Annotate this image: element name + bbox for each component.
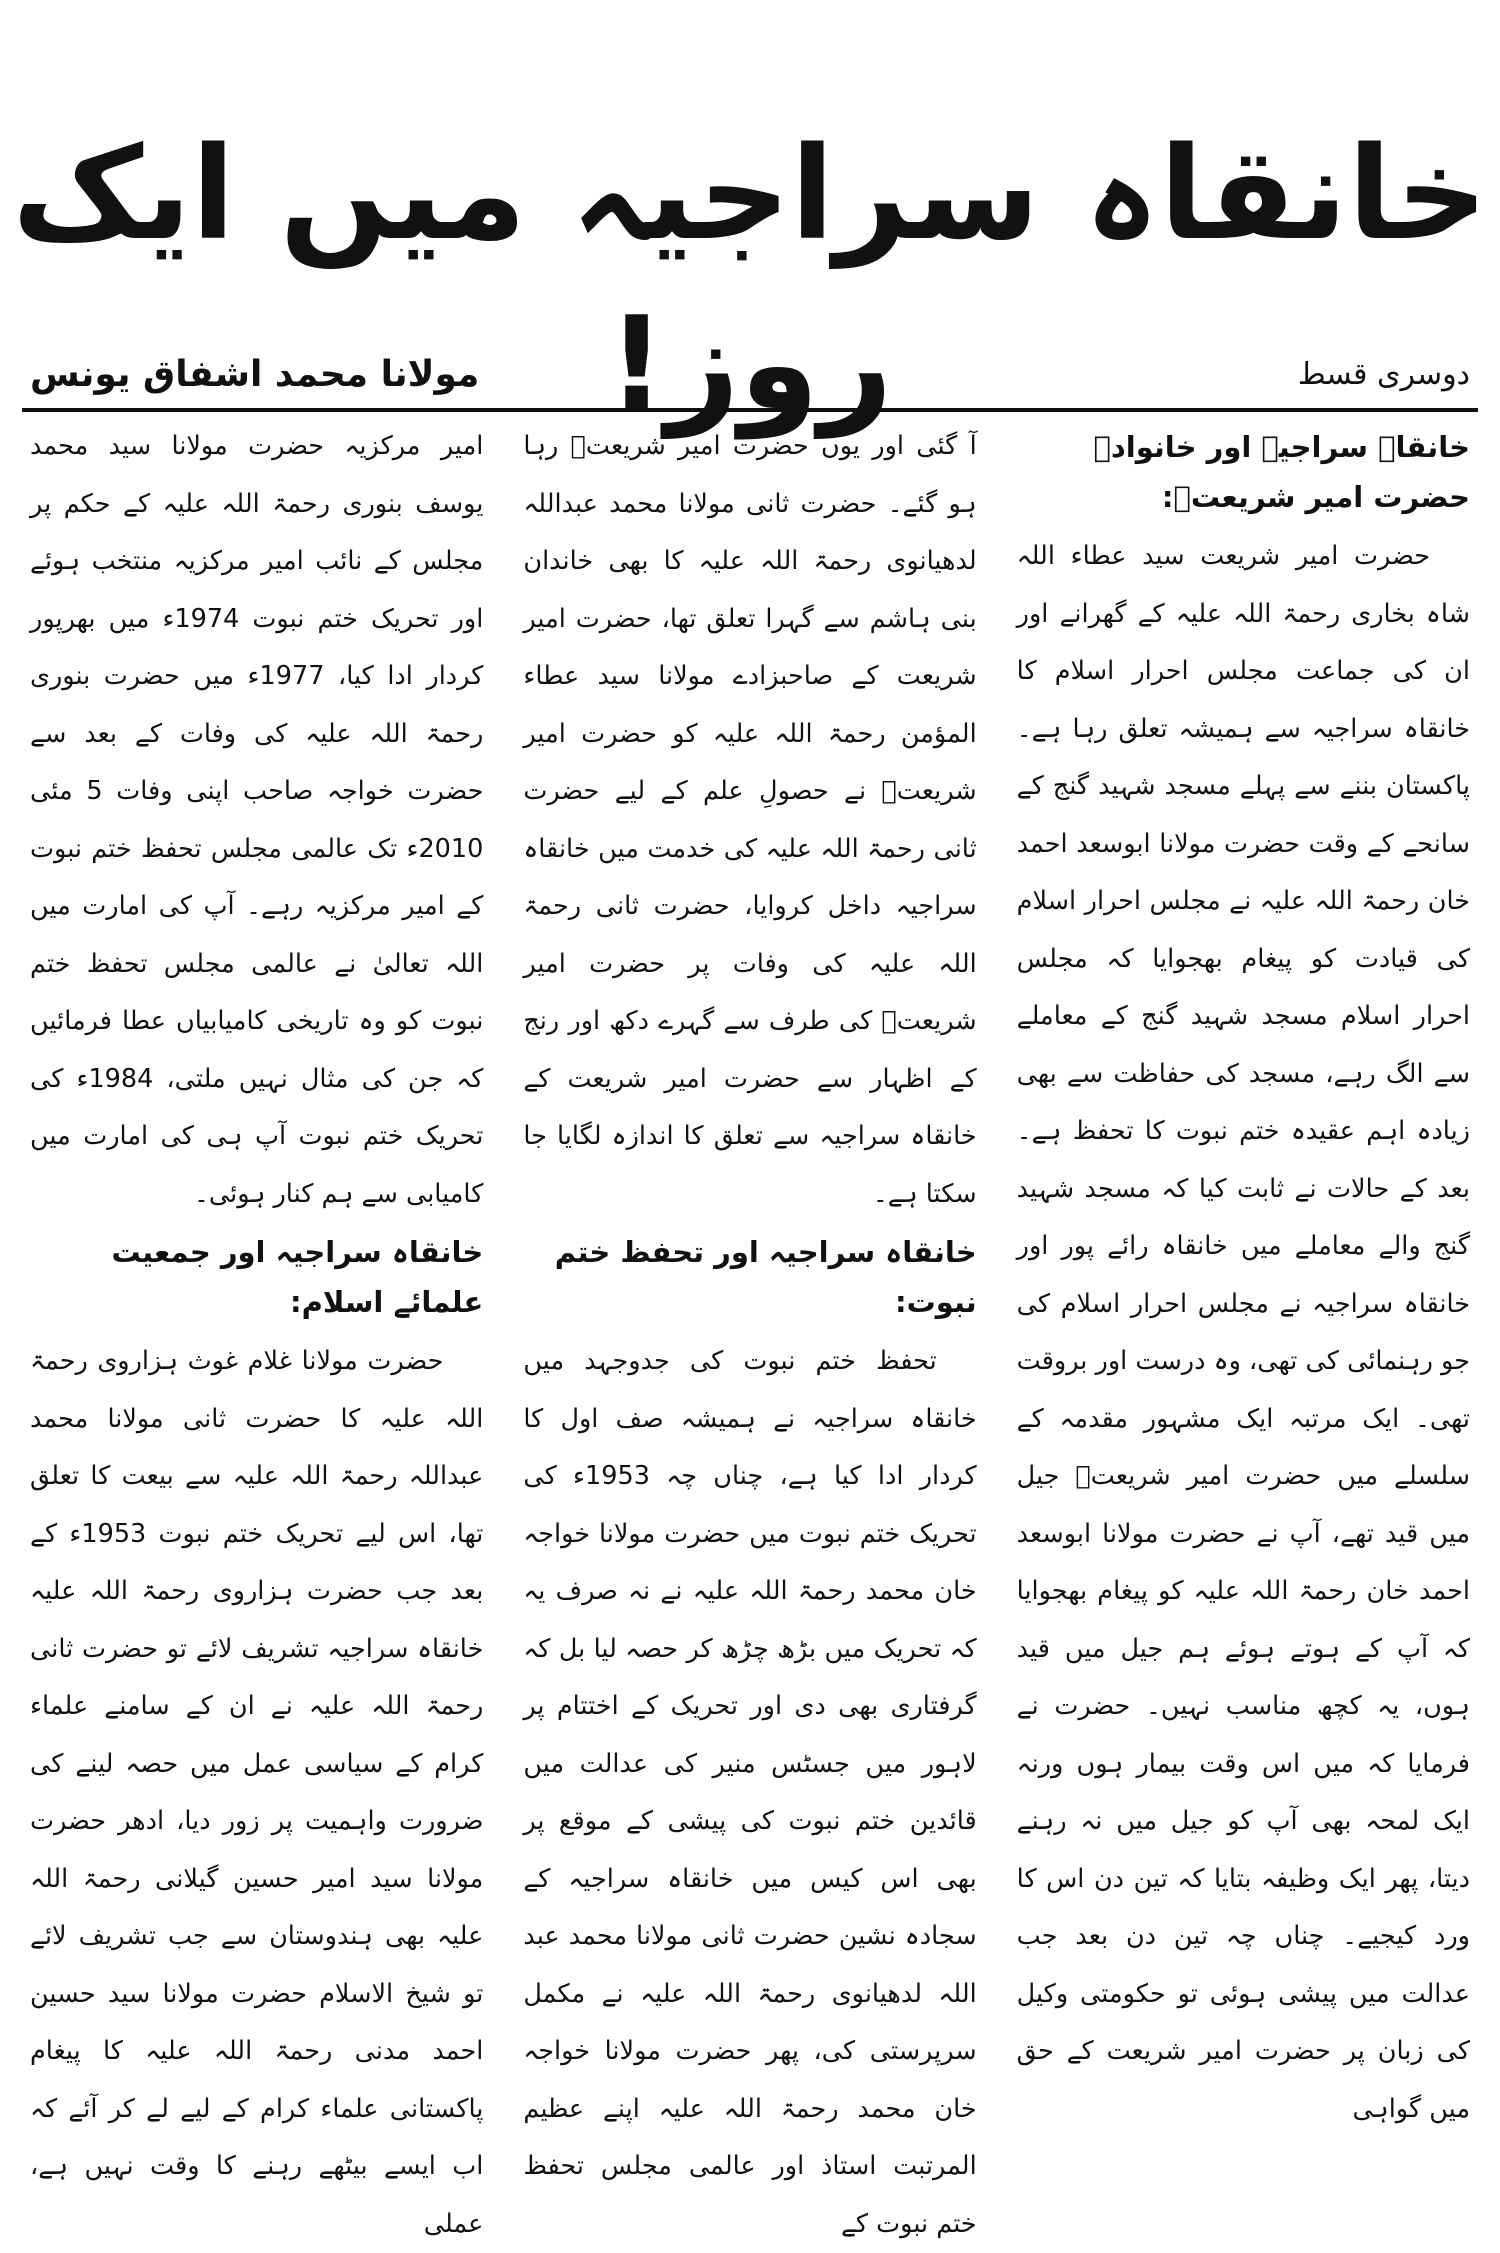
paragraph: حضرت امیر شریعت سید عطاء اللہ شاہ بخاری رحمۃ اللہ علیہ کے گھرانے اور ان کی جماعت مجلس احرار اسلام کا خانقاہ سراجیہ سے ہمیشہ تعلق رہا ہے۔ پاکستان بننے سے پہلے مسجد شہید گنج کے سانحے کے وقت حضرت مولانا ابوسعد احمد خان رحمۃ اللہ علیہ نے مجلس احرار اسلام کی قیادت کو پیغام بھجوایا کہ مجلس احرار اسلام مسجد شہید گنج کے معاملے سے الگ رہے، مسجد کی حفاظت سے بھی زیادہ اہم عقیدہ ختم نبوت کا تحفظ ہے۔ بعد کے حالات نے ثابت کیا کہ مسجد شہید گنج والے معاملے میں خانقاہ رائے پور اور خانقاہ سراجیہ نے مجلس احرار اسلام کی جو رہنمائی کی تھی، وہ درست اور بروقت تھی۔ ایک مرتبہ ایک مشہور مقدمہ کے سلسلے میں حضرت امیر شریعتؒ جیل میں قید تھے، آپ نے حضرت مولانا ابوسعد احمد خان رحمۃ اللہ علیہ کو پیغام بھجوایا کہ آپ کے ہوتے ہوئے ہم جیل میں قید ہوں، یہ کچھ مناسب نہیں۔ حضرت نے فرمایا کہ میں اس وقت بیمار ہوں ورنہ ایک لمحہ بھی آپ کو جیل میں نہ رہنے دیتا، پھر ایک وظیفہ بتایا کہ تین دن اس کا ورد کیجیے۔ چناں چہ تین دن بعد جب عدالت میں پیشی ہوئی تو حکومتی وکیل کی زبان پر حضرت امیر شریعت کے حق میں گواہی (1016, 541, 1470, 2124)
header-divider (22, 408, 1478, 412)
byline-row (30, 345, 1470, 405)
article-title: خانقاہ سراجیہ میں ایک روز! (12, 120, 1488, 439)
column-middle (523, 418, 977, 2239)
column-left (30, 418, 484, 2239)
paragraph: تحفظ ختم نبوت کی جدوجہد میں خانقاہ سراجیہ نے ہمیشہ صف اول کا کردار ادا کیا ہے، چناں چہ 1953ء کی تحریک ختم نبوت میں حضرت مولانا خواجہ خان محمد رحمۃ اللہ علیہ نے نہ صرف یہ کہ تحریک میں بڑھ چڑھ کر حصہ لیا بل کہ گرفتاری بھی دی اور تحریک کے اختتام پر لاہور میں جسٹس منیر کی عدالت میں قائدین ختم نبوت کی پیشی کے موقع پر بھی اس کیس میں خانقاہ سراجیہ کے سجادہ نشین حضرت ثانی مولانا محمد عبد اللہ لدھیانوی رحمۃ اللہ علیہ نے مکمل سرپرستی کی، پھر حضرت مولانا خواجہ خان محمد رحمۃ اللہ علیہ اپنے عظیم المرتبت استاذ اور عالمی مجلس تحفظ ختم نبوت کے (523, 1346, 977, 2239)
section-heading: خانقاہ سراجیہ اور تحفظ ختم نبوت: (554, 1235, 977, 1319)
paragraph: آ گئی اور یوں حضرت امیر شریعتؒ رہا ہو گئے۔ حضرت ثانی مولانا محمد عبداللہ لدھیانوی رحمۃ اللہ علیہ کا بھی خاندان بنی ہاشم سے گہرا تعلق تھا، حضرت امیر شریعت کے صاحبزادے مولانا سید عطاء المؤمن رحمۃ اللہ علیہ کو حضرت امیر شریعتؒ نے حصولِ علم کے لیے حضرت ثانی رحمۃ اللہ علیہ کی خدمت میں خانقاہ سراجیہ داخل کروایا، حضرت ثانی رحمۃ اللہ علیہ کی وفات پر حضرت امیر شریعتؒ کی طرف سے گہرے دکھ اور رنج کے اظہار سے حضرت امیر شریعت کے خانقاہ سراجیہ سے تعلق کا اندازہ لگایا جا سکتا ہے۔ (523, 431, 977, 1209)
section-heading: خانقاہ سراجیہ اور جمعیت علمائے اسلام: (111, 1235, 484, 1319)
article-columns (30, 418, 1470, 2239)
paragraph: حضرت مولانا غلام غوث ہزاروی رحمۃ اللہ علیہ کا حضرت ثانی مولانا محمد عبداللہ رحمۃ اللہ علیہ سے بیعت کا تعلق تھا، اس لیے تحریک ختم نبوت 1953ء کے بعد جب حضرت ہزاروی رحمۃ اللہ علیہ خانقاہ سراجیہ تشریف لائے تو حضرت ثانی رحمۃ اللہ علیہ نے ان کے سامنے علماء کرام کے سیاسی عمل میں حصہ لینے کی ضرورت واہمیت پر زور دیا، ادھر حضرت مولانا سید امیر حسین گیلانی رحمۃ اللہ علیہ بھی ہندوستان سے جب تشریف لائے تو شیخ الاسلام حضرت مولانا سید حسین احمد مدنی رحمۃ اللہ علیہ کا پیغام پاکستانی علماء کرام کے لیے لے کر آئے کہ اب ایسے بیٹھے رہنے کا وقت نہیں ہے، عملی (30, 1346, 484, 2239)
column-right (1017, 418, 1470, 2188)
installment-label: دوسری قسط (1297, 357, 1470, 392)
paragraph: امیر مرکزیہ حضرت مولانا سید محمد یوسف بنوری رحمۃ اللہ علیہ کے حکم پر مجلس کے نائب امیر مرکزیہ منتخب ہوئے اور تحریک ختم نبوت 1974ء میں بھرپور کردار ادا کیا، 1977ء میں حضرت بنوری رحمۃ اللہ علیہ کی وفات کے بعد سے حضرت خواجہ صاحب اپنی وفات 5 مئی 2010ء تک عالمی مجلس تحفظ ختم نبوت کے امیر مرکزیہ رہے۔ آپ کی امارت میں اللہ تعالیٰ نے عالمی مجلس تحفظ ختم نبوت کو وہ تاریخی کامیابیاں عطا فرمائیں کہ جن کی مثال نہیں ملتی، 1984ء کی تحریک ختم نبوت آپ ہی کی امارت میں کامیابی سے ہم کنار ہوئی۔ (30, 431, 484, 1209)
author-name: مولانا محمد اشفاق یونس (30, 354, 480, 395)
section-heading: خانقاہ سراجیہ اور خانوادہ حضرت امیر شریعتؒ: (1093, 430, 1470, 514)
